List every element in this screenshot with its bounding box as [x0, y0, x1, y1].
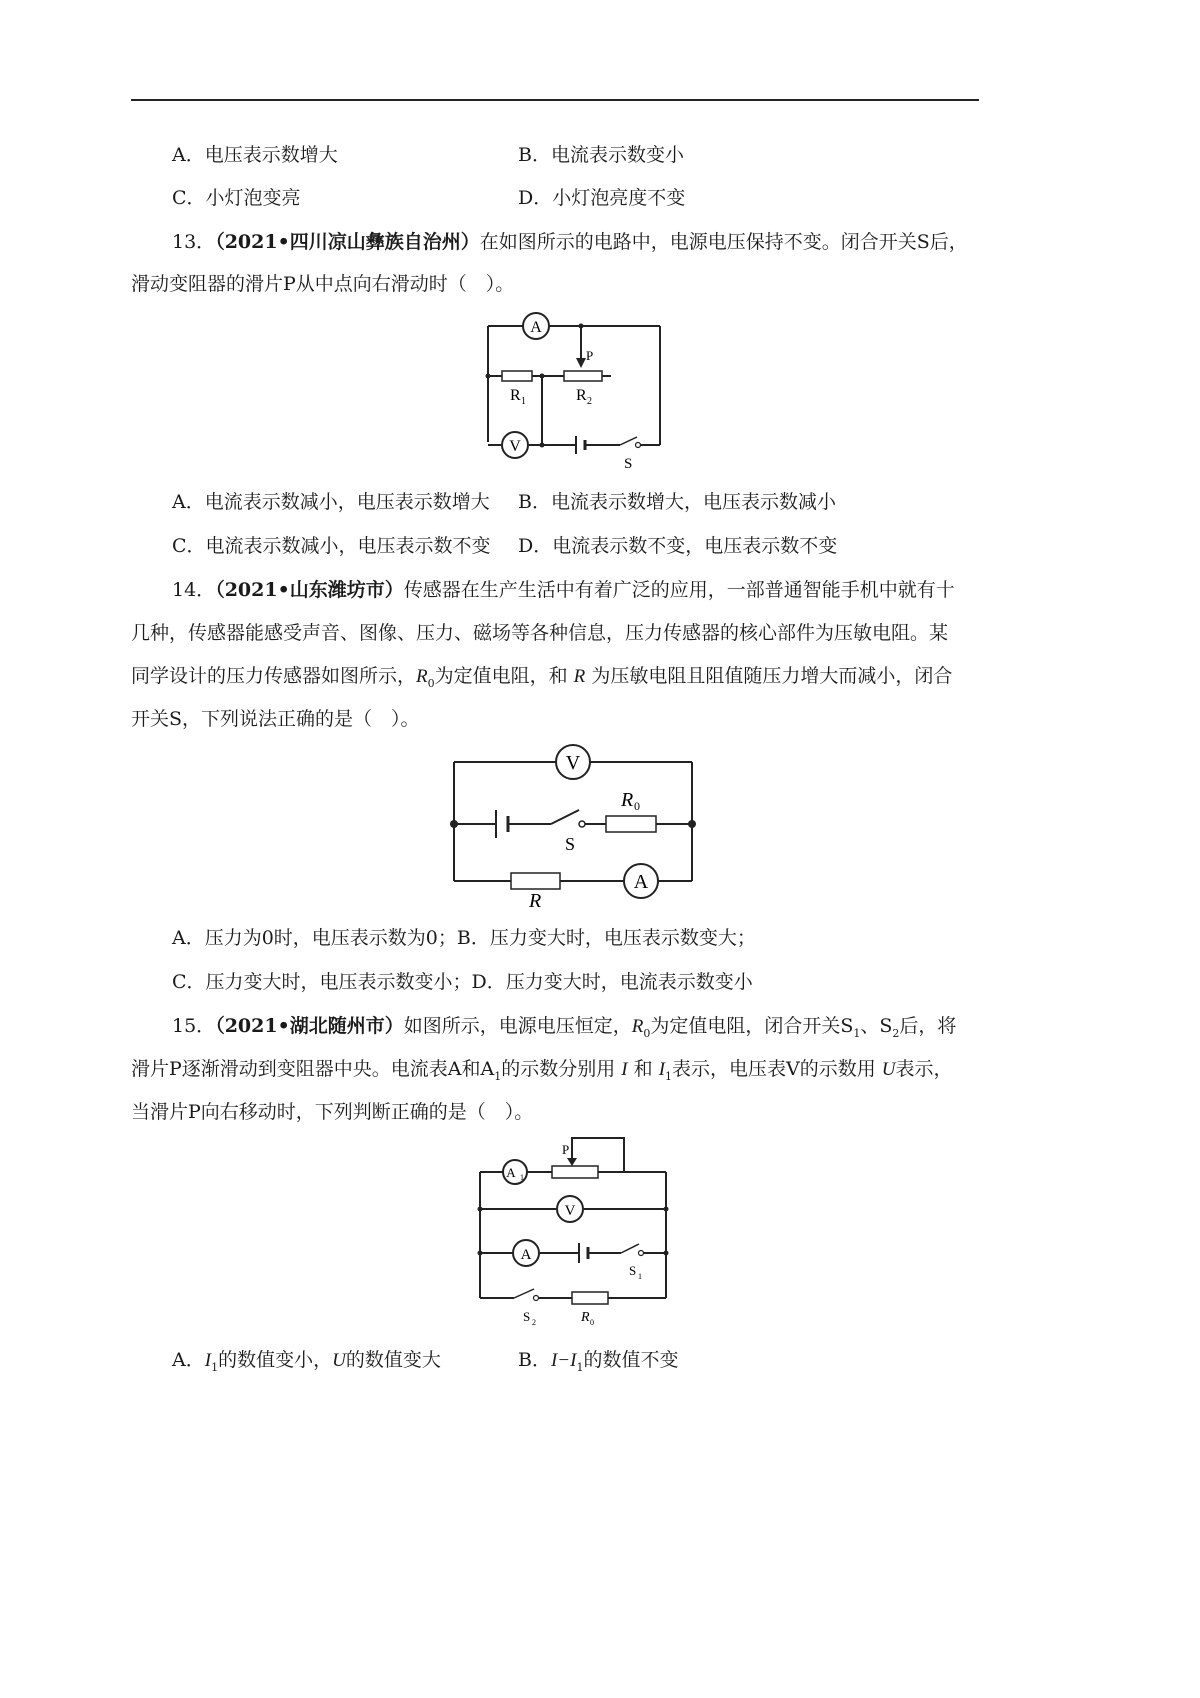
q13-option-b: B．电流表示数增大，电压表示数减小 [518, 491, 836, 513]
svg-text:R: R [529, 890, 542, 912]
q14-stem-line2: 几种，传感器能感受声音、图像、压力、磁场等各种信息，压力传感器的核心部件为压敏电阻。某 [131, 622, 949, 644]
svg-text:S: S [624, 456, 633, 472]
q13-option-a: A．电流表示数减小，电压表示数增大 [172, 491, 490, 513]
svg-text:R: R [581, 1310, 590, 1325]
q15-source: （2021•湖北随州市） [215, 1015, 404, 1037]
q13-switch-icon [620, 437, 641, 472]
q15-a1-sub: 1 [494, 1069, 502, 1083]
q13-option-c: C．电流表示数减小，电压表示数不变 [172, 535, 491, 557]
q15-switch-s2-icon [514, 1289, 539, 1327]
q15-stem1-a: 如图所示，电源电压恒定， [403, 1015, 632, 1037]
q14-r0-symbol: R [416, 666, 428, 687]
q15-r0-sub: 0 [643, 1026, 651, 1040]
q15-stem2-c: 和 [627, 1058, 659, 1080]
q14-r-symbol: R [573, 666, 586, 687]
q13-circuit-diagram [480, 312, 670, 472]
q15-optB-expr: I−I [550, 1350, 577, 1371]
svg-text:A: A [506, 1165, 516, 1180]
q15-optA-post: 的数值变大 [345, 1349, 441, 1371]
q14-r0-sub: 0 [427, 676, 435, 690]
q15-ammeter-a1-icon [503, 1160, 527, 1184]
svg-text:R: R [621, 789, 634, 811]
q15-battery-icon [579, 1243, 588, 1263]
q15-stem-line3: 当滑片P向右移动时，下列判断正确的是（ ）。 [131, 1101, 534, 1123]
q15-stem2-b: 的示数分别用 [501, 1058, 622, 1080]
svg-text:0: 0 [590, 1318, 594, 1327]
q13-number: 13． [172, 231, 216, 253]
q13-ammeter-icon [523, 313, 549, 339]
q14-ammeter-icon [624, 864, 658, 898]
q13-voltmeter-icon [502, 432, 528, 458]
svg-text:V: V [509, 438, 521, 455]
q15-optA-u: U [332, 1350, 346, 1371]
q15-optA-i1: I [204, 1350, 212, 1371]
q15-s1-sub: 1 [853, 1026, 861, 1040]
q15-r0-symbol: R [631, 1016, 644, 1037]
q15-stem2-e: 表示， [895, 1058, 953, 1080]
q15-stem1-c: 、S [860, 1015, 893, 1037]
q15-optA-i1-sub: 1 [211, 1360, 219, 1374]
q15-option-b [518, 1348, 678, 1380]
q15-resistor-r0-icon [572, 1292, 608, 1327]
header-rule [131, 99, 979, 101]
q15-u-symbol: U [881, 1059, 896, 1080]
svg-text:R: R [576, 387, 587, 404]
q12-option-c: C．小灯泡变亮 [172, 187, 301, 209]
q14-resistor-r-icon [511, 873, 560, 912]
svg-text:1: 1 [520, 1173, 524, 1182]
q14-number: 14． [172, 579, 216, 601]
q12-option-a: A．电压表示数增大 [172, 144, 338, 166]
svg-text:A: A [530, 319, 542, 336]
svg-text:S: S [629, 1263, 637, 1278]
q14-stem3-a: 同学设计的压力传感器如图所示， [131, 665, 417, 687]
q13-stem-line1 [172, 230, 968, 254]
svg-text:2: 2 [532, 1318, 536, 1327]
q15-stem2-d: 表示，电压表V的示数用 [672, 1058, 882, 1080]
q13-source: （2021•四川凉山彝族自治州） [215, 231, 480, 253]
q15-voltmeter-icon [557, 1196, 583, 1222]
q14-voltmeter-icon [556, 745, 590, 779]
q15-ammeter-a-icon [513, 1240, 539, 1266]
q13-battery-icon [576, 436, 585, 454]
svg-text:1: 1 [521, 396, 526, 407]
svg-text:P: P [562, 1142, 570, 1157]
svg-text:1: 1 [638, 1272, 642, 1281]
q15-circuit-diagram [474, 1132, 684, 1332]
q15-i-symbol: I [621, 1059, 628, 1080]
svg-text:R: R [510, 387, 521, 404]
q15-optB-post: 的数值不变 [583, 1349, 679, 1371]
q14-switch-icon [551, 810, 585, 854]
svg-text:2: 2 [587, 396, 592, 407]
q14-stem-line1 [172, 578, 955, 602]
q14-options-ab: A．压力为0时，电压表示数为0；B．压力变大时，电压表示数变大； [172, 927, 756, 949]
q14-stem3-b: 为定值电阻，和 [434, 665, 574, 687]
q15-i1-sub: 1 [665, 1069, 673, 1083]
q14-stem-line4: 开关S，下列说法正确的是（ ）。 [131, 708, 420, 730]
q15-optB-pre: B． [518, 1349, 551, 1371]
q15-stem-line2 [131, 1057, 953, 1089]
q15-switch-s1-icon [621, 1244, 644, 1281]
q15-option-a [172, 1348, 441, 1380]
q14-stem3-c: 为压敏电阻且阻值随压力增大而减小，闭合 [585, 665, 953, 687]
q14-resistor-r0-icon [606, 789, 656, 832]
q13-stem-text1: 在如图所示的电路中，电源电压保持不变。闭合开关S后， [479, 231, 968, 253]
q15-stem1-d: 后，将 [899, 1015, 957, 1037]
q13-stem-line2: 滑动变阻器的滑片P从中点向右滑动时（ ）。 [131, 273, 515, 295]
q15-i1-symbol: I [658, 1059, 666, 1080]
svg-text:V: V [565, 752, 581, 774]
q14-stem-line3 [131, 664, 952, 696]
q14-source: （2021•山东潍坊市） [215, 579, 404, 601]
q14-battery-icon [496, 810, 508, 838]
q13-resistor-r1-icon [502, 371, 532, 407]
q15-stem2-a: 滑片P逐渐滑动到变阻器中央。电流表A和A [131, 1058, 495, 1080]
q15-rheostat-icon [552, 1142, 598, 1178]
svg-text:0: 0 [634, 799, 640, 813]
q13-rheostat-r2-icon [564, 348, 602, 407]
q12-option-d: D．小灯泡亮度不变 [518, 187, 686, 209]
q15-s2-sub: 2 [892, 1026, 900, 1040]
svg-text:S: S [565, 834, 576, 854]
q13-option-d: D．电流表示数不变，电压表示数不变 [518, 535, 838, 557]
svg-text:V: V [564, 1203, 576, 1219]
svg-text:A: A [520, 1247, 532, 1263]
q15-optB-sub: 1 [576, 1360, 584, 1374]
svg-text:A: A [633, 871, 649, 893]
q14-options-cd: C．压力变大时，电压表示数变小；D．压力变大时，电流表示数变小 [172, 971, 753, 993]
q15-stem1-b: 为定值电阻，闭合开关S [650, 1015, 854, 1037]
q15-optA-mid: 的数值变小， [218, 1349, 333, 1371]
svg-text:P: P [586, 348, 594, 363]
q13-junction-dots [486, 324, 584, 448]
svg-text:S: S [523, 1309, 531, 1324]
q12-option-b: B．电流表示数变小 [518, 144, 684, 166]
q14-stem-text1: 传感器在生产生活中有着广泛的应用，一部普通智能手机中就有十 [403, 579, 955, 601]
q15-number: 15． [172, 1015, 216, 1037]
q14-circuit-diagram [446, 744, 706, 914]
q15-stem-line1 [172, 1014, 956, 1046]
q15-optA-pre: A． [172, 1349, 205, 1371]
